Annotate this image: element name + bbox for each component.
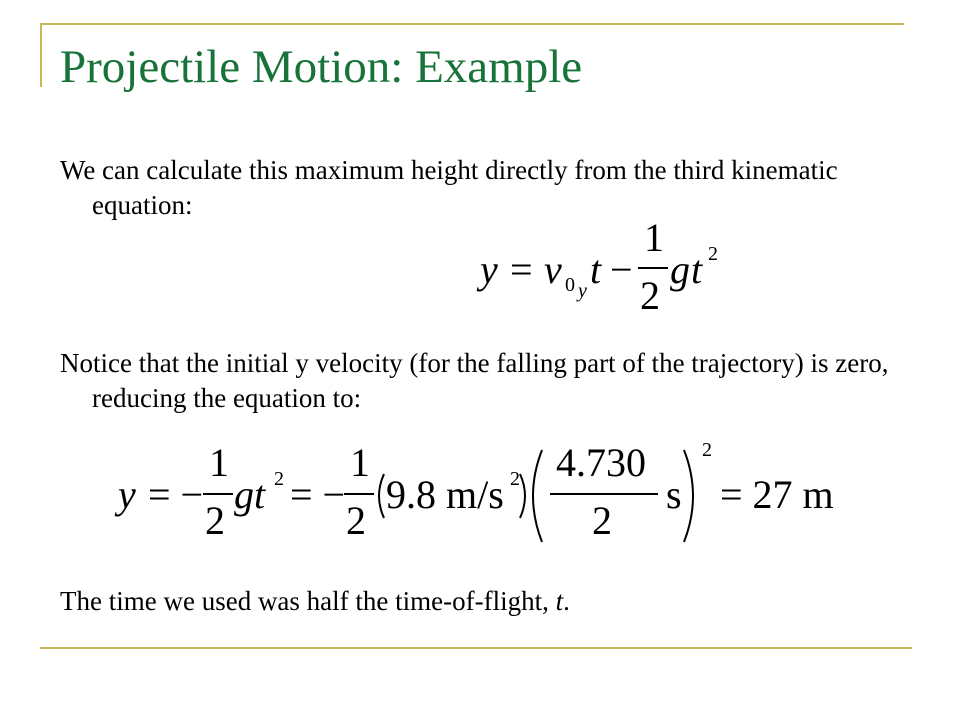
eq2-frac3-den: 2: [592, 498, 612, 543]
eq1-minus: −: [610, 247, 633, 292]
eq1-g: g: [670, 247, 690, 292]
eq2-frac3-num: 4.730: [556, 440, 646, 485]
paragraph-conclusion: [60, 584, 912, 619]
eq2-unit-s: s: [666, 472, 682, 517]
eq1-frac-den: 2: [640, 273, 660, 318]
conclusion-text: The time we used was half the time-of-flight,: [60, 586, 556, 616]
left-rule: [40, 23, 42, 87]
eq1-exponent: 2: [708, 243, 718, 265]
eq1-sub-zero: 0: [565, 274, 575, 296]
eq1-v: v: [544, 247, 562, 292]
paragraph-intro: We can calculate this maximum height directly from the third kinematic equation:: [60, 155, 838, 220]
eq1-t: t: [590, 247, 602, 292]
eq2-exp1: 2: [274, 468, 284, 490]
eq1-frac-num: 1: [644, 215, 664, 260]
paragraph-notice: Notice that the initial y velocity (for the falling part of the trajectory) is zero, reducing the equation to:: [60, 348, 889, 413]
eq2-y: y: [118, 472, 136, 517]
eq2-frac1-num: 1: [209, 440, 229, 485]
bottom-rule: [40, 647, 912, 649]
eq2-frac2-den: 2: [346, 498, 366, 543]
eq2-paren1-left: [379, 474, 384, 518]
eq2-frac1-den: 2: [205, 498, 225, 543]
eq2-gt: gt: [234, 472, 266, 517]
eq2-exp3: 2: [702, 439, 712, 461]
eq2-accel: 9.8 m/s: [386, 472, 504, 517]
eq2-frac2-num: 1: [350, 440, 370, 485]
conclusion-period: .: [563, 586, 570, 616]
equation-kinematic: [470, 205, 740, 318]
eq2-paren2-right: [684, 450, 693, 542]
slide-title: Projectile Motion: Example: [60, 41, 583, 93]
eq1-equals: =: [510, 247, 533, 292]
eq2-paren1-right: [520, 474, 525, 518]
eq2-equals-minus-2: = −: [290, 472, 346, 517]
eq2-equals-minus-1: = −: [148, 472, 204, 517]
eq1-sub-y: y: [578, 280, 587, 302]
eq2-exp2: 2: [510, 468, 520, 490]
eq1-t-squared: t: [691, 247, 703, 292]
conclusion-var-t: t: [555, 586, 564, 616]
eq1-y: y: [480, 247, 498, 292]
equation-max-height: [110, 439, 834, 550]
eq2-result: = 27 m: [720, 472, 834, 517]
eq2-paren2-left: [533, 450, 542, 542]
top-rule: [40, 23, 904, 25]
